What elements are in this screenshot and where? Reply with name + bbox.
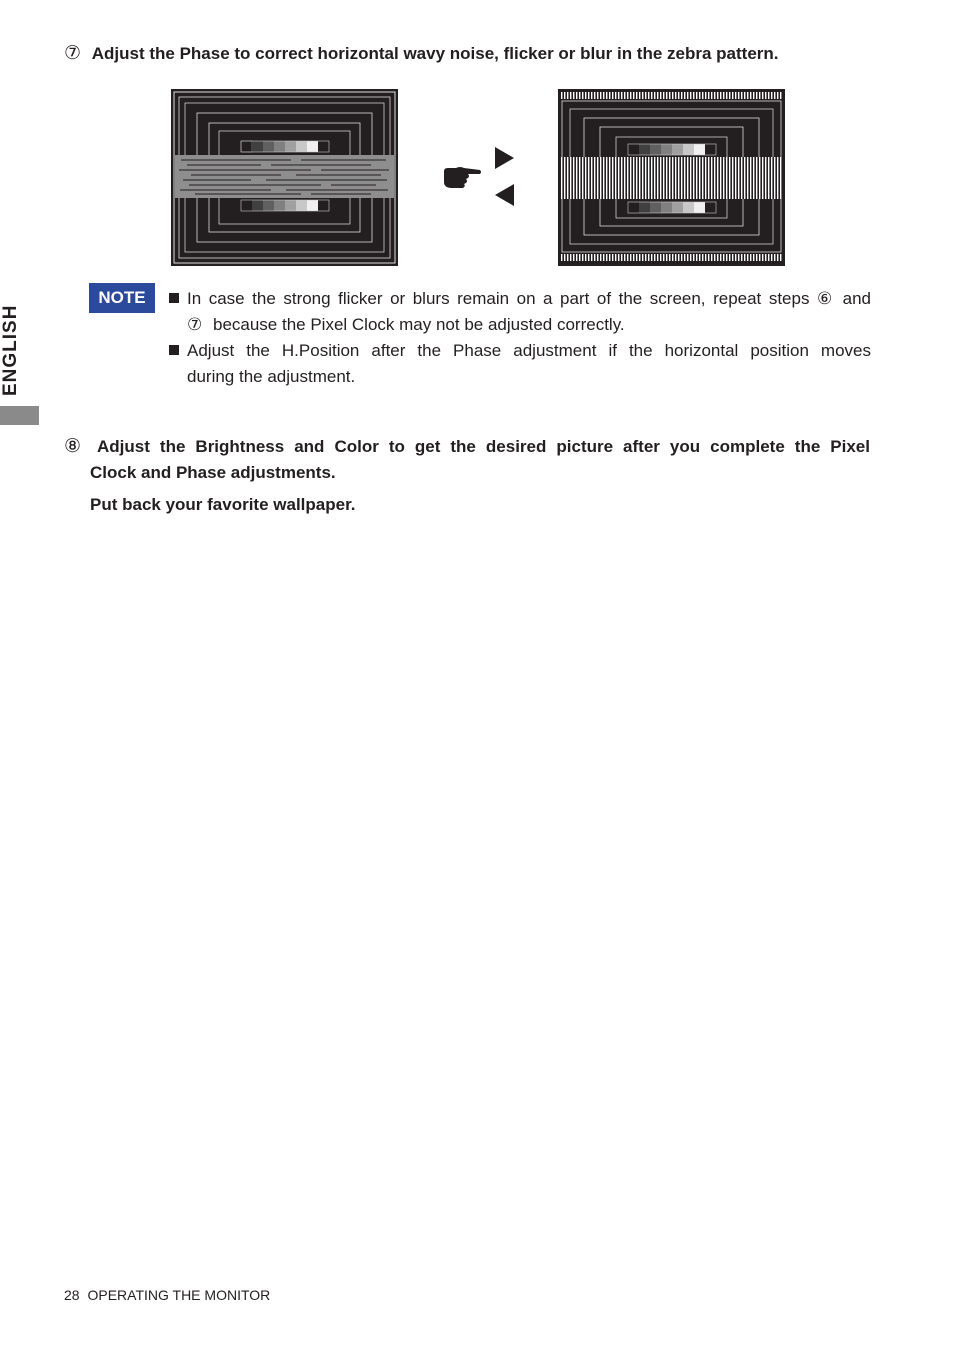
- page-footer: [64, 1287, 270, 1303]
- step7-heading: [64, 41, 884, 67]
- arrow-right-icon: [495, 147, 515, 174]
- note-item-1-line-1: In case the strong flicker or blurs remain on a part of the screen, repeat steps ⑥ and: [169, 286, 871, 312]
- side-tab-english: ENGLISH: [0, 304, 21, 396]
- step8-heading-line-1: ⑧ Adjust the Brightness and Color to get the desired picture after you complete the Pixel: [64, 434, 870, 460]
- section-title: OPERATING THE MONITOR: [87, 1287, 271, 1303]
- bullet-icon: [169, 345, 179, 355]
- note-item-2-line-2: during the adjustment.: [187, 367, 356, 386]
- step8-heading-line-2: Clock and Phase adjustments.: [90, 463, 336, 482]
- step8-heading-line-3: Put back your favorite wallpaper.: [90, 495, 356, 514]
- pointing-hand-icon: [442, 164, 482, 194]
- phase-after-figure: [558, 89, 785, 266]
- note-badge: NOTE: [89, 283, 155, 313]
- note-item-2-line-1: Adjust the H.Position after the Phase adjustment if the horizontal position moves: [169, 338, 871, 364]
- step8-number: ⑧: [64, 436, 82, 457]
- step7-number: ⑦: [64, 43, 82, 64]
- side-tab-bar: [0, 406, 39, 425]
- bullet-icon: [169, 293, 179, 303]
- step-ref-6: ⑥: [817, 289, 836, 308]
- page-number: 28: [64, 1287, 80, 1303]
- phase-before-figure: [171, 89, 398, 266]
- arrow-left-icon: [495, 184, 515, 211]
- step7-text: Adjust the Phase to correct horizontal wavy noise, flicker or blur in the zebra pattern.: [91, 44, 779, 63]
- step-ref-7: ⑦: [187, 315, 203, 334]
- note-item-1-line-2: ⑦ because the Pixel Clock may not be adjusted correctly.: [187, 315, 625, 334]
